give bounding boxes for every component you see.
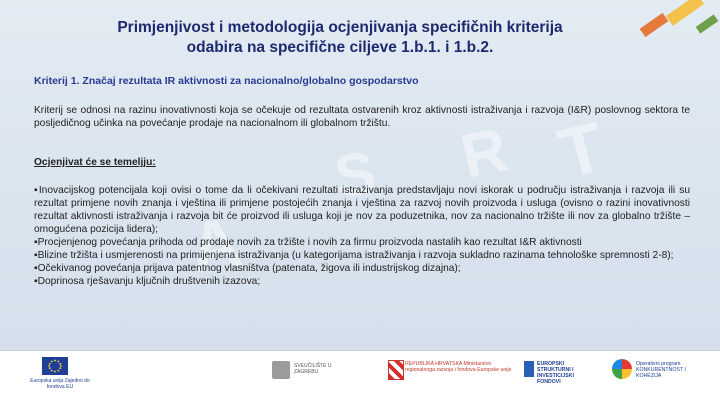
operational-programme-logo-icon xyxy=(612,359,632,379)
university-caption: SVEUČILIŠTE U ZAGREBU xyxy=(294,363,332,375)
operational-programme-caption: Operativni program KONKURENTNOST I KOHEZIJA xyxy=(636,361,686,379)
footer-logos xyxy=(0,350,720,405)
corner-decoration xyxy=(666,0,704,26)
evaluation-heading: Ocjenjivat će se temeljju: xyxy=(34,157,156,168)
eu-caption: Europska unija Zajedno do fondova EU xyxy=(30,378,90,390)
list-item: ▪Inovacijskog potencijala koji ovisi o tome da li očekivani rezultati istraživanja predstavljaju novi iskorak u području istraživanja i razvoja ili su rezultat primjene novih znanja i vještina ili primjene postojećih znanja i vještina za razvoj novih proizvoda i usluga (ovisno o razini inovativnosti rezultat aktivnosti istraživanja i razvoja bit će proizvod ili usluga koji je nov za poduzetnika, nov za nacionalno tržište ili nov za globalno tržište – omogućena pozicija lidera); xyxy=(34,185,690,235)
slide-title xyxy=(60,18,620,58)
list-item: ▪Procjenjenog povećanja prihoda od prodaje novih za tržište i novih za firmu proizvoda nastalih kao rezultat I&R aktivnosti xyxy=(34,237,582,248)
slide-title-line2: odabira na specifične ciljeve 1.b.1. i 1.b.2. xyxy=(186,39,494,56)
list-item: ▪Očekivanog povećanja prijava patentnog vlasništva (patenata, žigova ili industrijskog dizajna); xyxy=(34,263,461,274)
list-item: ▪Blizine tržišta i usmjerenosti na primijenjena istraživanja (u kategorijama istraživanja i razvoja sukladno razinama tehnološke spremnosti 2-8); xyxy=(34,250,674,261)
slide-title-line1: Primjenjivost i metodologija ocjenjivanja specifičnih kriterija xyxy=(117,19,563,36)
corner-decoration xyxy=(640,13,669,37)
esif-logo-icon xyxy=(524,361,534,377)
watermark-letter: S xyxy=(329,138,381,211)
watermark-letter: R xyxy=(455,115,514,192)
esif-caption: EUROPSKI STRUKTURNI I INVESTICIJSKI FONDOVI xyxy=(537,361,574,385)
bullet-list xyxy=(34,184,690,288)
criterion-heading: Kriterij 1. Značaj rezultata IR aktivnosti za nacionalno/globalno gospodarstvo xyxy=(34,75,419,87)
watermark-letter: A xyxy=(183,202,247,288)
eu-flag-icon xyxy=(42,357,68,375)
ministry-caption: REPUBLIKA HRVATSKA Ministarstvo regionalnoga razvoja i fondova Europske unije xyxy=(405,361,512,373)
corner-decoration xyxy=(696,14,719,33)
watermark-letter: T xyxy=(551,106,612,194)
intro-text: Kriterij se odnosi na razinu inovativnosti koja se očekuje od rezultata ostvarenih kroz aktivnosti istraživanja i razvoja (I&R) poslovnog sektora te posljedičnog učinka na povećanje prodaje na nacionalnom ili globalnom tržištu. xyxy=(34,105,690,129)
croatia-shield-icon xyxy=(388,360,404,380)
university-logo-icon xyxy=(272,361,290,379)
list-item: ▪Doprinosa rješavanju ključnih društvenih izazova; xyxy=(34,276,261,287)
